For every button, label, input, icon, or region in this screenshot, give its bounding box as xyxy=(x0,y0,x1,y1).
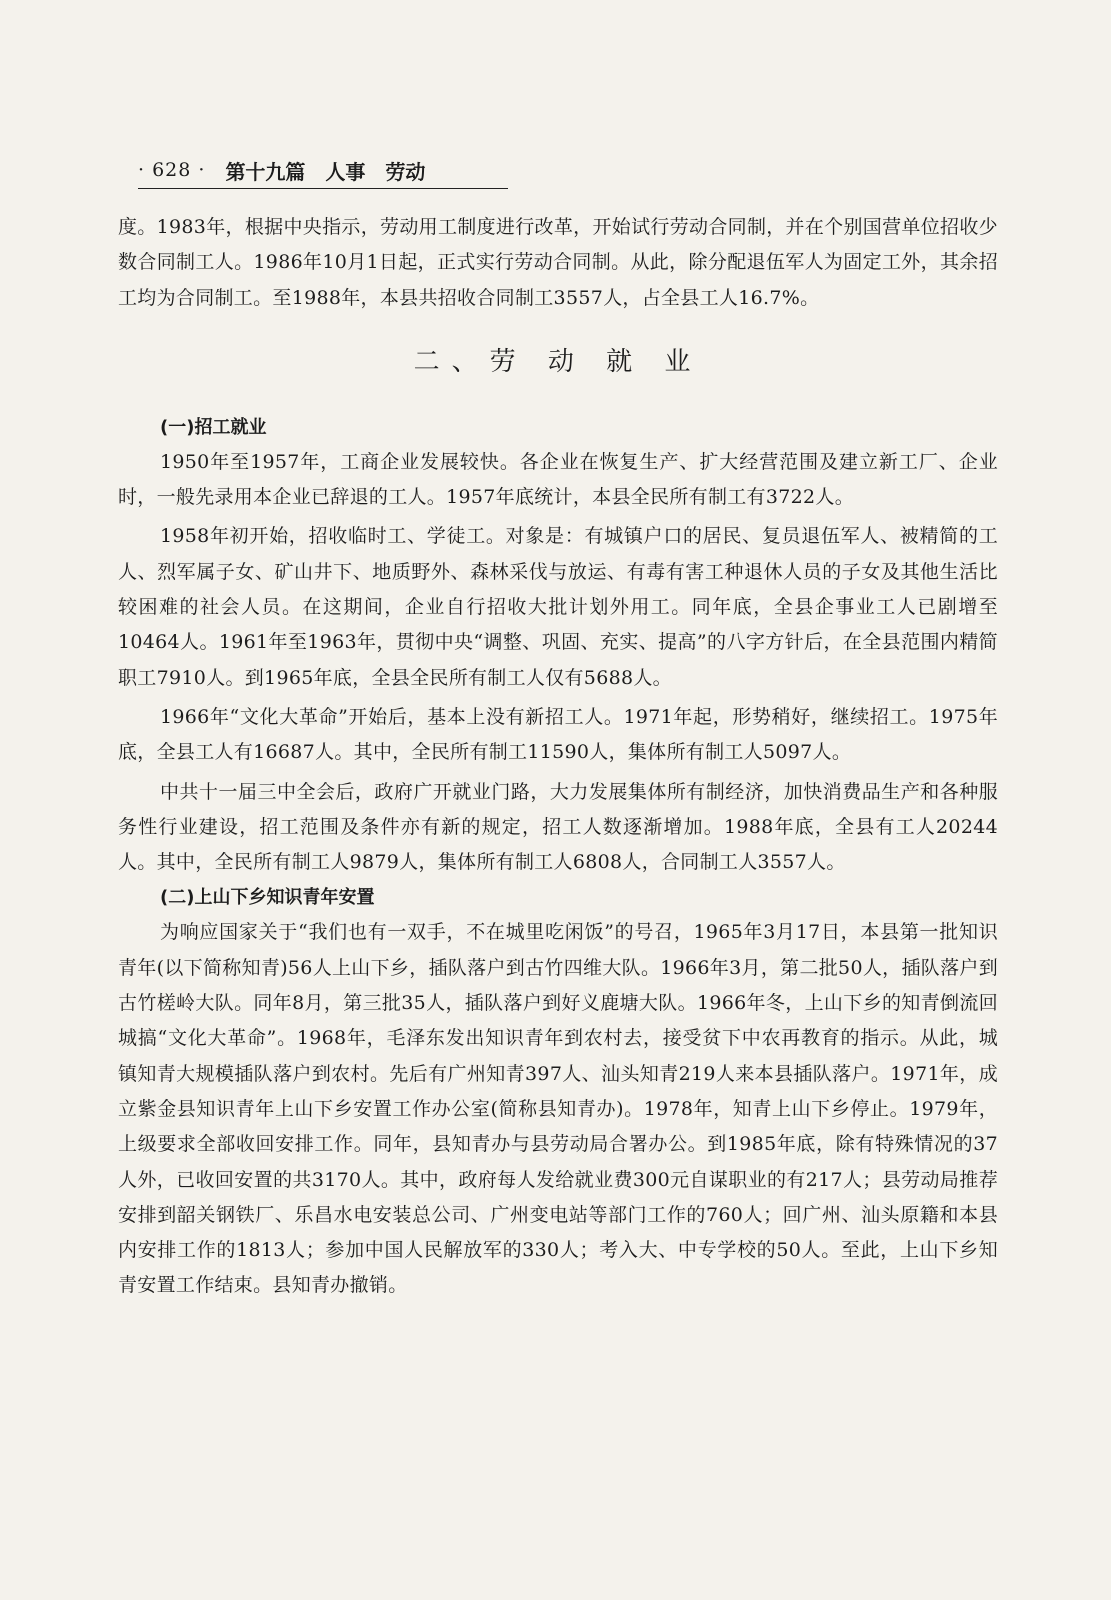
subsection-title-youth-resettlement: (二)上山下乡知识青年安置 xyxy=(160,887,375,909)
paragraph: 为响应国家关于“我们也有一双手，不在城里吃闲饭”的号召，1965年3月17日，本县第一批知识青年(以下简称知青)56人上山下乡，插队落户到古竹四维大队。1966年3月，第二批50人，插队落户到古竹槎岭大队。同年8月，第三批35人，插队落户到好义鹿塘大队。1966年冬，上山下乡的知青倒流回城搞“文化大革命”。1968年，毛泽东发出知识青年到农村去，接受贫下中农再教育的指示。从此，城镇知青大规模插队落户到农村。先后有广州知青397人、汕头知青219人来本县插队落户。1971年，成立紫金县知识青年上山下乡安置工作办公室(简称县知青办)。1978年，知青上山下乡停止。1979年，上级要求全部收回安排工作。同年，县知青办与县劳动局合署办公。到1985年底，除有特殊情况的37人外，已收回安置的共3170人。其中，政府每人发给就业费300元自谋职业的有217人；县劳动局推荐安排到韶关钢铁厂、乐昌水电安装总公司、广州变电站等部门工作的760人；回广州、汕头原籍和本县内安排工作的1813人；参加中国人民解放军的330人；考入大、中专学校的50人。至此，上山下乡知青安置工作结束。县知青办撤销。 xyxy=(118,921,998,1297)
paragraph: 1950年至1957年，工商企业发展较快。各企业在恢复生产、扩大经营范围及建立新工厂、企业时，一般先录用本企业已辞退的工人。1957年底统计，本县全民所有制工有3722人。 xyxy=(118,450,998,509)
paragraph: 1966年“文化大革命”开始后，基本上没有新招工人。1971年起，形势稍好，继续招工。1975年底，全县工人有16687人。其中，全民所有制工11590人，集体所有制工人5097人。 xyxy=(118,705,998,764)
paragraph: 1958年初开始，招收临时工、学徒工。对象是：有城镇户口的居民、复员退伍军人、被精简的工人、烈军属子女、矿山井下、地质野外、森林采伐与放运、有毒有害工种退休人员的子女及其他生活比较困难的社会人员。在这期间，企业自行招收大批计划外用工。同年底，全县企事业工人已剧增至10464人。1961年至1963年，贯彻中央“调整、巩固、充实、提高”的八字方针后，在全县范围内精简职工7910人。到1965年底，全县全民所有制工人仅有5688人。 xyxy=(118,525,998,689)
page-body xyxy=(118,210,998,1304)
page-header xyxy=(138,152,508,189)
paragraph: 中共十一届三中全会后，政府广开就业门路，大力发展集体所有制经济，加快消费品生产和各种服务性行业建设，招工范围及条件亦有新的规定，招工人数逐渐增加。1988年底，全县有工人20244人。其中，全民所有制工人9879人，集体所有制工人6808人，合同制工人3557人。 xyxy=(118,780,998,874)
page-number: · 628 · xyxy=(138,159,206,181)
chapter-title: 第十九篇 人事 劳动 xyxy=(225,159,426,184)
section-title: 二、劳 动 就 业 xyxy=(413,346,703,377)
subsection-title-recruitment: (一)招工就业 xyxy=(160,416,267,438)
intro-paragraph: 度。1983年，根据中央指示，劳动用工制度进行改革，开始试行劳动合同制，并在个别国营单位招收少数合同制工人。1986年10月1日起，正式实行劳动合同制。从此，除分配退伍军人为固定工外，其余招工均为合同制工。至1988年，本县共招收合同制工3557人，占全县工人16.7%。 xyxy=(118,216,998,309)
